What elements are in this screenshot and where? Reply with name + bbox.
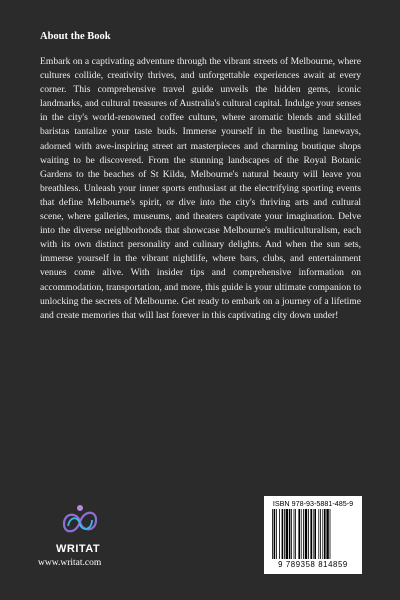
publisher-name: WRITAT	[56, 543, 101, 555]
barcode-digits: 9 789358 814859	[278, 560, 348, 569]
isbn-barcode	[264, 496, 362, 574]
book-description: Embark on a captivating adventure through the vibrant streets of Melbourne, where cultures collide, creativity thrives, and unforgettable experiences await at every corner. This comprehensive travel guide unveils the hidden gems, iconic landmarks, and cultural treasures of Australia's cultural capital. Indulge your senses in the city's world-renowned coffee culture, where aromatic blends and skilled baristas tantalize your taste buds. Immerse yourself in the bustling laneways, adorned with awe-inspiring street art masterpieces and charming boutique shops waiting to be discovered. From the stunning landscapes of the Royal Botanic Gardens to the beaches of St Kilda, Melbourne's natural beauty will leave you breathless. Unleash your inner sports enthusiast at the electrifying sporting events that define Melbourne's spirit, or dive into the city's thriving arts and cultural scene, where galleries, museums, and theaters captivate your imagination. Delve into the diverse neighborhoods that showcase Melbourne's multiculturalism, each with its own distinct personality and culinary delights. And when the sun sets, immerse yourself in the vibrant nightlife, where bars, clubs, and entertainment venues come alive. With insider tips and comprehensive information on accommodation, transportation, and more, this guide is your ultimate companion to unlocking the secrets of Melbourne. Get ready to embark on a journey of a lifetime and create memories that will last forever in this captivating city down under!	[40, 56, 361, 321]
isbn-label: ISBN 978-93-5881-485-9	[272, 499, 354, 508]
about-heading: About the Book	[40, 31, 111, 42]
barcode-bars	[270, 509, 356, 561]
publisher-url: www.writat.com	[38, 558, 102, 568]
infinity-swirl-logo-icon	[58, 502, 102, 542]
